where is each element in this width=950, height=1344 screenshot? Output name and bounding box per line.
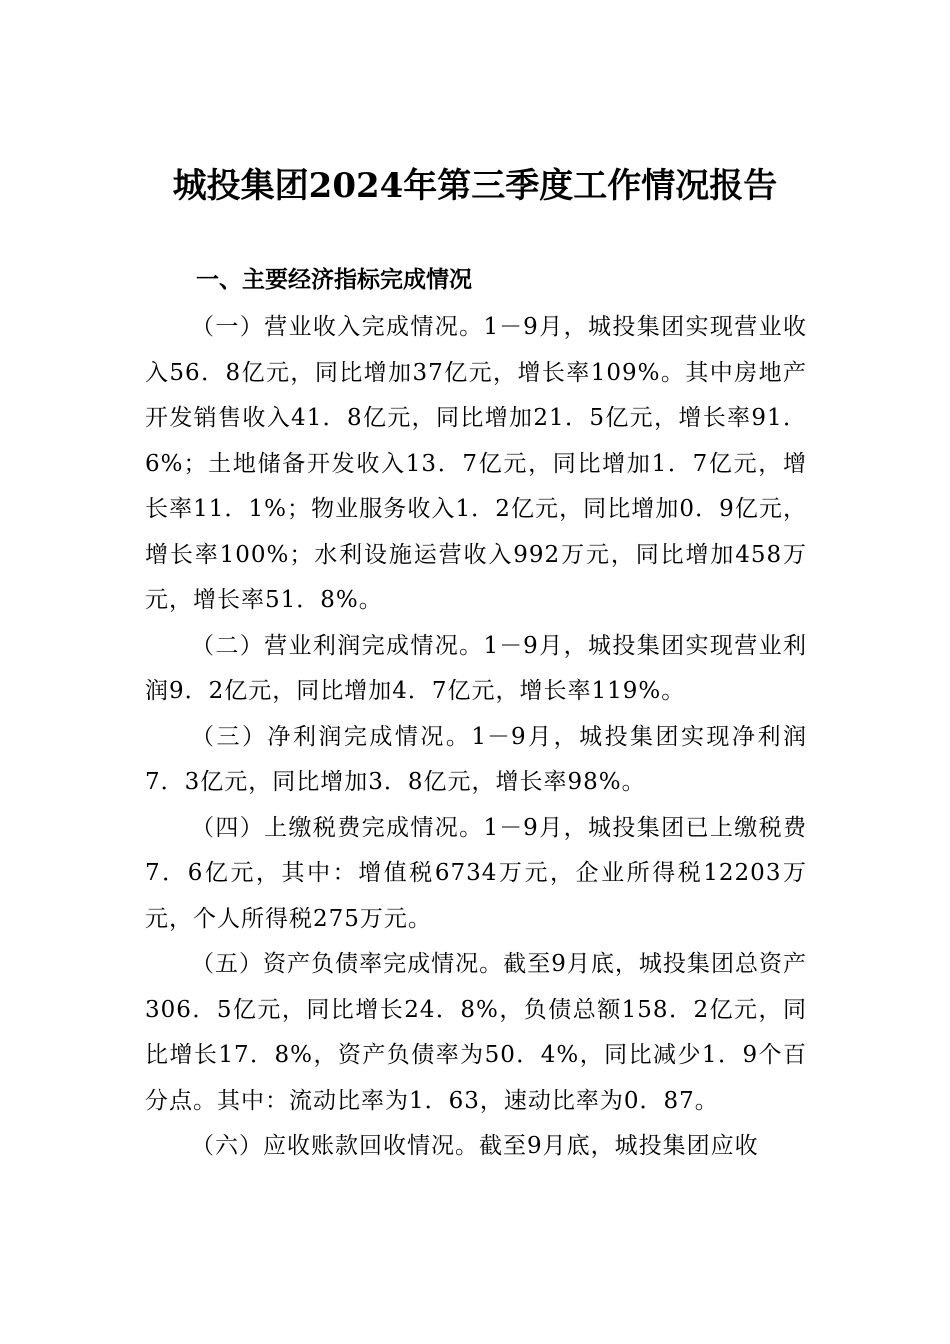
- section-heading: 一、主要经济指标完成情况: [196, 267, 472, 293]
- paragraph-net-profit: （三）净利润完成情况。1－9月，城投集团实现净利润7．3亿元，同比增加3．8亿元，增长率98%。: [145, 723, 807, 795]
- paragraph-debt-ratio: （五）资产负债率完成情况。截至9月底，城投集团总资产306．5亿元，同比增长24．8%，负债总额158．2亿元，同比增长17．8%，资产负债率为50．4%，同比减少1．9个百分点。其中：流动比率为1．63，速动比率为0．87。: [145, 951, 807, 1114]
- paragraph-receivables: （六）应收账款回收情况。截至9月底，城投集团应收: [191, 1133, 759, 1159]
- document-body: [145, 305, 807, 1170]
- paragraph-taxes: （四）上缴税费完成情况。1－9月，城投集团已上缴税费7．6亿元，其中：增值税6734万元，企业所得税12203万元，个人所得税275万元。: [145, 814, 807, 932]
- paragraph-operating-profit: （二）营业利润完成情况。1－9月，城投集团实现营业利润9．2亿元，同比增加4．7亿元，增长率119%。: [145, 632, 807, 704]
- paragraph-revenue: （一）营业收入完成情况。1－9月，城投集团实现营业收入56．8亿元，同比增加37亿元，增长率109%。其中房地产开发销售收入41．8亿元，同比增加21．5亿元，增长率91．6%；土地储备开发收入13．7亿元，同比增加1．7亿元，增长率11．1%；物业服务收入1．2亿元，同比增加0．9亿元，增长率100%；水利设施运营收入992万元，同比增加458万元，增长率51．8%。: [145, 314, 807, 613]
- document-title: 城投集团2024年第三季度工作情况报告: [172, 166, 778, 206]
